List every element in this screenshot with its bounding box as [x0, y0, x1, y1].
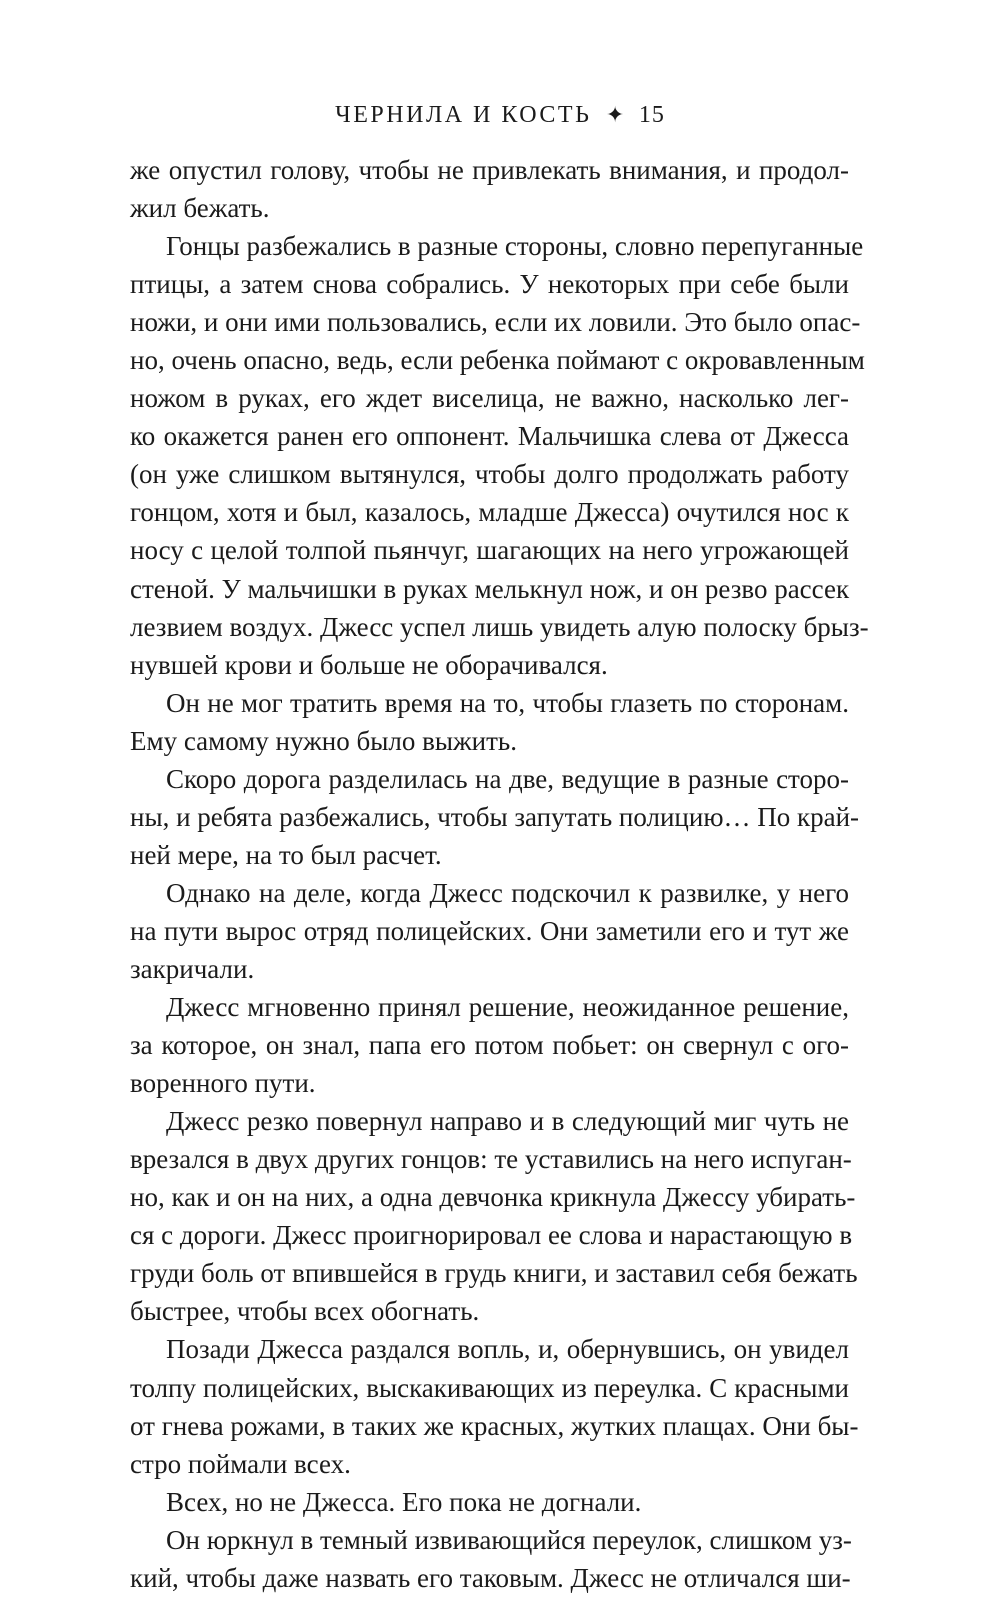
text-line: Ему самому нужно было выжить.	[130, 725, 517, 756]
text-line: птицы, а затем снова собрались. У некоторых при себе были	[130, 269, 849, 300]
text-line: ны, и ребята разбежались, чтобы запутать полицию… По край-	[130, 801, 860, 832]
text-line: врезался в двух других гонцов: те уставились на него испуган-	[130, 1144, 852, 1175]
text-line: ко окажется ранен его оппонент. Мальчишка слева от Джесса	[130, 421, 849, 452]
text-line: Однако на деле, когда Джесс подскочил к развилке, у него	[166, 877, 849, 908]
text-line: ней мере, на то был расчет.	[130, 839, 442, 870]
text-line: Он юркнул в темный извивающийся переулок, слишком уз-	[166, 1524, 852, 1555]
text-line: ножом в руках, его ждет виселица, не важно, насколько лег-	[130, 383, 849, 414]
text-line: от гнева рожами, в таких же красных, жутких плащах. Они бы-	[130, 1410, 859, 1441]
text-line: лезвием воздух. Джесс успел лишь увидеть алую полоску брыз-	[130, 611, 869, 642]
text-line: Гонцы разбежались в разные стороны, словно перепуганные	[166, 231, 864, 262]
text-line: Скоро дорога разделилась на две, ведущие в разные сторо-	[166, 763, 849, 794]
text-line: стеной. У мальчишки в руках мелькнул нож, и он резво рассек	[130, 573, 850, 604]
text-line: стро поймали всех.	[130, 1448, 351, 1479]
text-line: быстрее, чтобы всех обогнать.	[130, 1296, 480, 1327]
text-line: на пути вырос отряд полицейских. Они заметили его и тут же	[130, 915, 849, 946]
text-line: но, как и он на них, а одна девчонка крикнула Джессу убирать-	[130, 1182, 856, 1213]
text-line: закричали.	[130, 953, 255, 984]
text-line: гонцом, хотя и был, казалось, младше Джесса) очутился нос к	[130, 497, 849, 528]
page-number: 15	[638, 102, 665, 128]
text-line: груди боль от впившейся в грудь книги, и заставил себя бежать	[130, 1258, 858, 1289]
text-line: Джесс резко повернул направо и в следующий миг чуть не	[166, 1106, 849, 1137]
text-line: ся с дороги. Джесс проигнорировал ее слова и нарастающую в	[130, 1220, 853, 1251]
body-text	[130, 151, 869, 1597]
text-line: (он уже слишком вытянулся, чтобы долго продолжать работу	[130, 459, 849, 490]
text-line: Он не мог тратить время на то, чтобы глазеть по сторонам.	[166, 687, 849, 718]
text-line: толпу полицейских, выскакивающих из переулка. С красными	[130, 1372, 849, 1403]
text-line: за которое, он знал, папа его потом побьет: он свернул с ого-	[130, 1030, 849, 1061]
book-title: ЧЕРНИЛА И КОСТЬ	[335, 102, 592, 128]
running-header	[0, 98, 1000, 132]
text-line: Всех, но не Джесса. Его пока не догнали.	[166, 1486, 642, 1517]
text-line: носу с целой толпой пьянчуг, шагающих на него угрожающей	[130, 535, 849, 566]
text-line: Джесс мгновенно принял решение, неожиданное решение,	[166, 992, 849, 1023]
text-line: нувшей крови и больше не оборачивался.	[130, 649, 608, 680]
text-line: ножи, и они ими пользовались, если их ловили. Это было опас-	[130, 307, 861, 338]
text-line: кий, чтобы даже назвать его таковым. Джесс не отличался ши-	[130, 1562, 851, 1593]
text-line: же опустил голову, чтобы не привлекать внимания, и продол-	[130, 155, 849, 185]
text-line: воренного пути.	[130, 1068, 316, 1099]
text-line: жил бежать.	[130, 193, 270, 224]
text-line: Позади Джесса раздался вопль, и, обернувшись, он увидел	[166, 1334, 849, 1365]
text-line: но, очень опасно, ведь, если ребенка поймают с окровавленным	[130, 345, 865, 376]
separator-star-icon: ✦	[605, 102, 625, 127]
